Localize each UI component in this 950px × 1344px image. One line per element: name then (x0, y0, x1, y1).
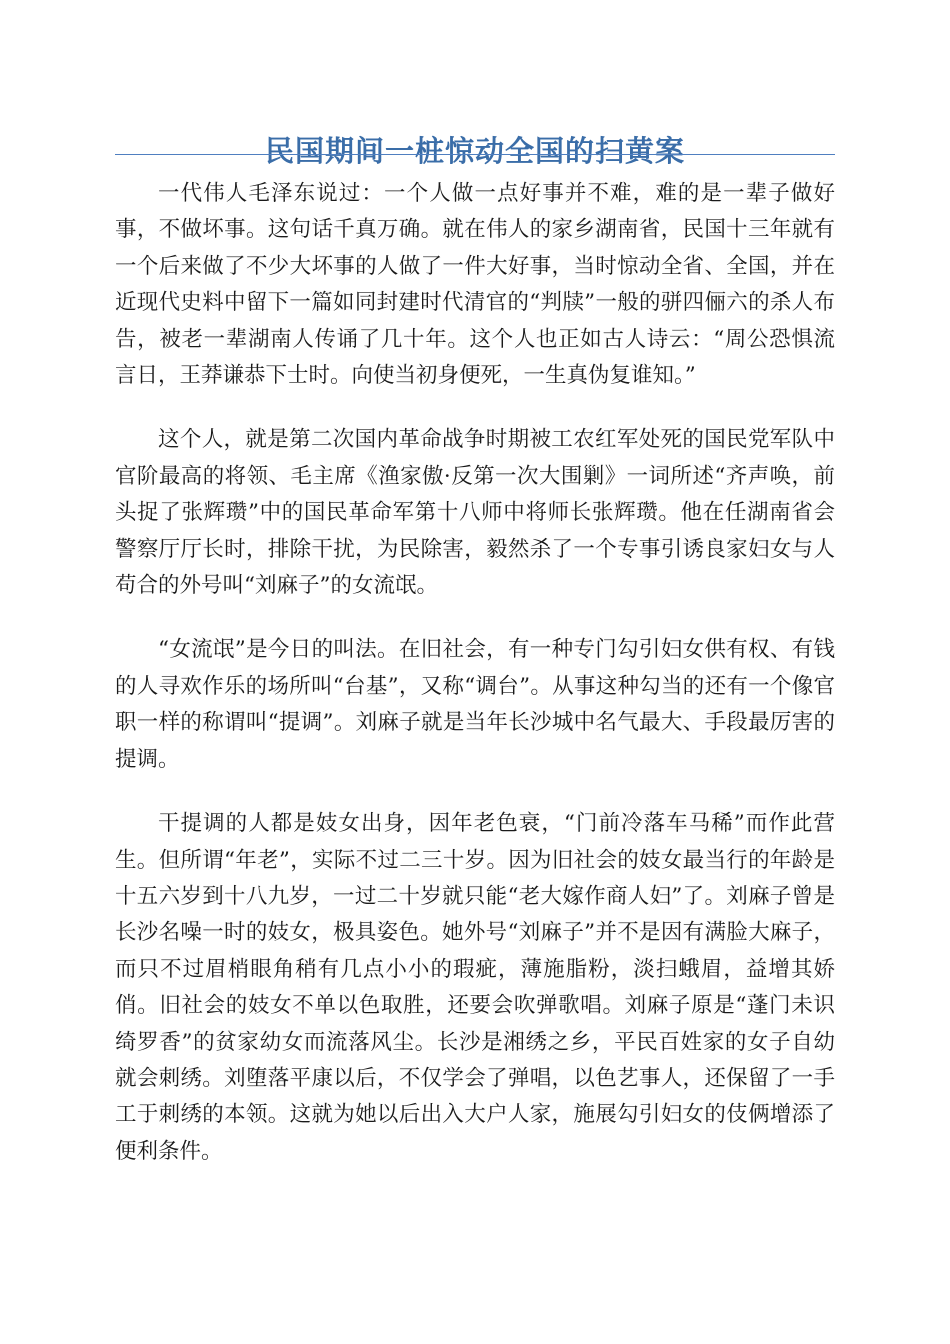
document-body (115, 176, 835, 1198)
paragraph-3: “女流氓”是今日的叫法。在旧社会，有一种专门勾引妇女供有权、有钱的人寻欢作乐的场所叫“台基”，又称“调台”。从事这种勾当的还有一个像官职一样的称谓叫“提调”。刘麻子就是当年长沙城中名气最大、手段最厉害的提调。 (115, 637, 835, 772)
paragraph-2: 这个人，就是第二次国内革命战争时期被工农红军处死的国民党军队中官阶最高的将领、毛主席《渔家傲·反第一次大围剿》一词所述“齐声唤，前头捉了张辉瓒”中的国民革命军第十八师中将师长张辉瓒。他在任湖南省会警察厅厅长时，排除干扰，为民除害，毅然杀了一个专事引诱良家妇女与人苟合的外号叫“刘麻子”的女流氓。 (115, 427, 835, 599)
paragraph-1: 一代伟人毛泽东说过：一个人做一点好事并不难，难的是一辈子做好事，不做坏事。这句话千真万确。就在伟人的家乡湖南省，民国十三年就有一个后来做了不少大坏事的人做了一件大好事，当时惊动全省、全国，并在近现代史料中留下一篇如同封建时代清官的“判牍”一般的骈四俪六的杀人布告，被老一辈湖南人传诵了几十年。这个人也正如古人诗云：“周公恐惧流言日，王莽谦恭下士时。向使当初身便死，一生真伪复谁知。” (115, 181, 835, 389)
document-title: 民国期间一桩惊动全国的扫黄案 (264, 134, 685, 169)
title-underline-rule (115, 154, 835, 155)
paragraph-4: 干提调的人都是妓女出身，因年老色衰，“门前冷落车马稀”而作此营生。但所谓“年老”，实际不过二三十岁。因为旧社会的妓女最当行的年龄是十五六岁到十八九岁，一过二十岁就只能“老大嫁作商人妇”了。刘麻子曾是长沙名噪一时的妓女，极具姿色。她外号“刘麻子”并不是因有满脸大麻子，而只不过眉梢眼角稍有几点小小的瑕疵，薄施脂粉，淡扫蛾眉，益增其娇俏。旧社会的妓女不单以色取胜，还要会吹弹歌唱。刘麻子原是“蓬门未识绮罗香”的贫家幼女而流落风尘。长沙是湘绣之乡，平民百姓家的女子自幼就会刺绣。刘堕落平康以后，不仅学会了弹唱，以色艺事人，还保留了一手工于刺绣的本领。这就为她以后出入大户人家，施展勾引妇女的伎俩增添了便利条件。 (115, 811, 835, 1164)
